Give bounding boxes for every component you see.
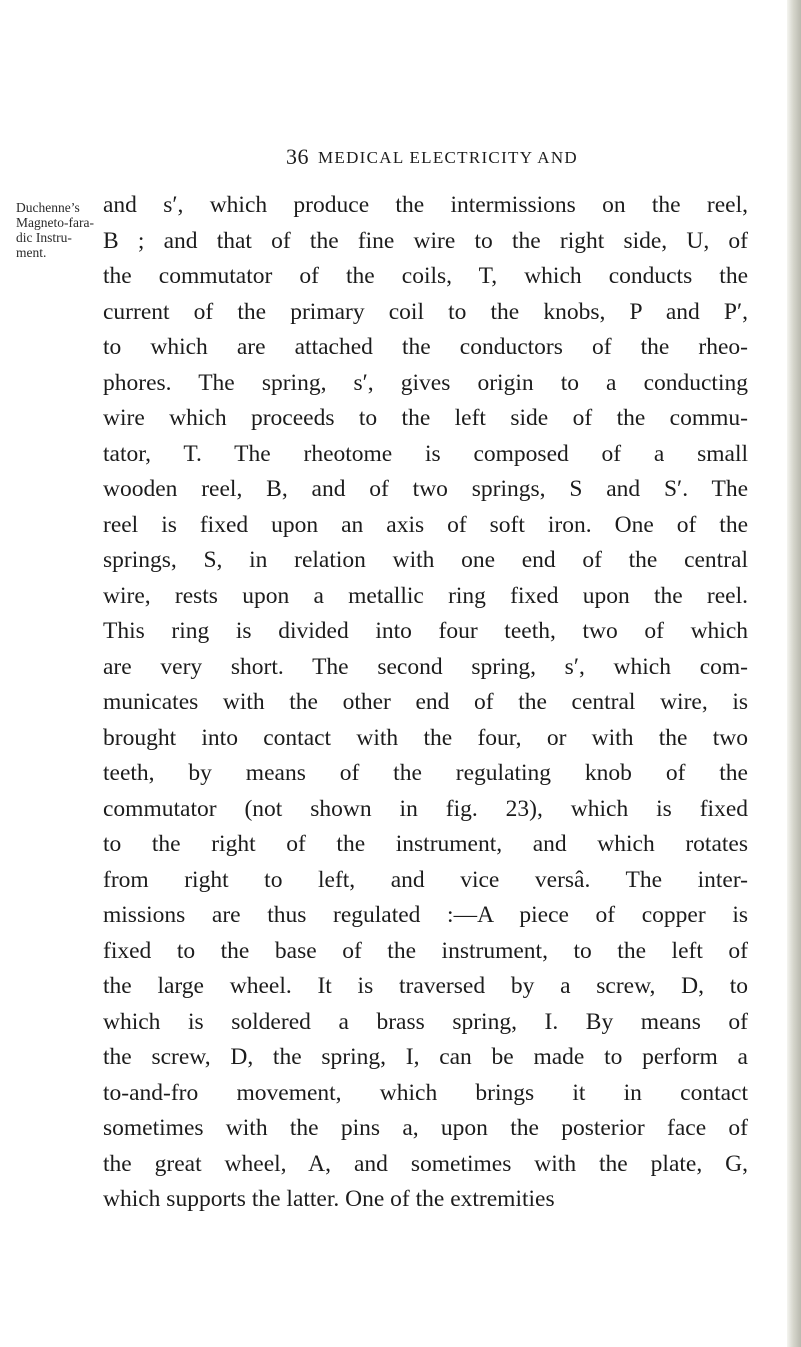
text-line: fixed to the base of the instrument, to the left of bbox=[103, 937, 748, 964]
text-line: to the right of the instrument, and which rotates bbox=[103, 831, 748, 857]
text-line: This ring is divided into four teeth, two of which bbox=[103, 618, 748, 644]
text-line: B ; and that of the fine wire to the right side, U, of bbox=[103, 227, 748, 254]
marginal-note-line: dic Instru- bbox=[16, 230, 72, 245]
marginal-note bbox=[16, 200, 96, 260]
marginal-note-line: Magneto-fara- bbox=[16, 215, 94, 230]
text-line: and s′, which produce the intermissions on the reel, bbox=[103, 192, 748, 218]
text-line: which supports the latter. One of the extremities bbox=[103, 1186, 555, 1212]
running-head bbox=[0, 144, 801, 174]
page-number: 36 bbox=[286, 144, 309, 169]
text-line: wire, rests upon a metallic ring fixed upon the reel. bbox=[103, 582, 748, 609]
text-line: teeth, by means of the regulating knob of the bbox=[103, 760, 748, 786]
text-line: commutator (not shown in fig. 23), which is fixed bbox=[103, 795, 748, 822]
running-title: MEDICAL ELECTRICITY AND bbox=[318, 148, 579, 167]
body-text bbox=[103, 188, 748, 1218]
text-line: the screw, D, the spring, I, can be made to perform a bbox=[103, 1044, 748, 1070]
text-line: tator, T. The rheotome is composed of a small bbox=[103, 440, 748, 467]
text-line: wire which proceeds to the left side of the commu- bbox=[103, 405, 748, 431]
text-line: the great wheel, A, and sometimes with the plate, G, bbox=[103, 1150, 748, 1177]
text-line: to-and-fro movement, which brings it in contact bbox=[103, 1079, 748, 1106]
text-line: reel is fixed upon an axis of soft iron. One of the bbox=[103, 511, 748, 538]
text-line: phores. The spring, s′, gives origin to a conducting bbox=[103, 369, 748, 396]
text-line: the large wheel. It is traversed by a screw, D, to bbox=[103, 973, 748, 999]
text-line: current of the primary coil to the knobs, P and P′, bbox=[103, 298, 748, 325]
marginal-note-line: Duchenne’s bbox=[16, 200, 80, 215]
page-edge-shadow bbox=[787, 0, 801, 1347]
text-line: missions are thus regulated :—A piece of copper is bbox=[103, 902, 748, 928]
text-line: sometimes with the pins a, upon the posterior face of bbox=[103, 1115, 748, 1141]
text-line: to which are attached the conductors of the rheo- bbox=[103, 334, 748, 360]
text-line: from right to left, and vice versâ. The inter- bbox=[103, 866, 748, 893]
text-line: brought into contact with the four, or with the two bbox=[103, 724, 748, 751]
text-line: which is soldered a brass spring, I. By means of bbox=[103, 1008, 748, 1035]
text-line: municates with the other end of the central wire, is bbox=[103, 689, 748, 715]
text-line: wooden reel, B, and of two springs, S and S′. The bbox=[103, 476, 748, 502]
text-line: the commutator of the coils, T, which conducts the bbox=[103, 263, 748, 289]
text-line: springs, S, in relation with one end of the central bbox=[103, 547, 748, 573]
text-line: are very short. The second spring, s′, which com- bbox=[103, 653, 748, 680]
marginal-note-line: ment. bbox=[16, 245, 47, 260]
